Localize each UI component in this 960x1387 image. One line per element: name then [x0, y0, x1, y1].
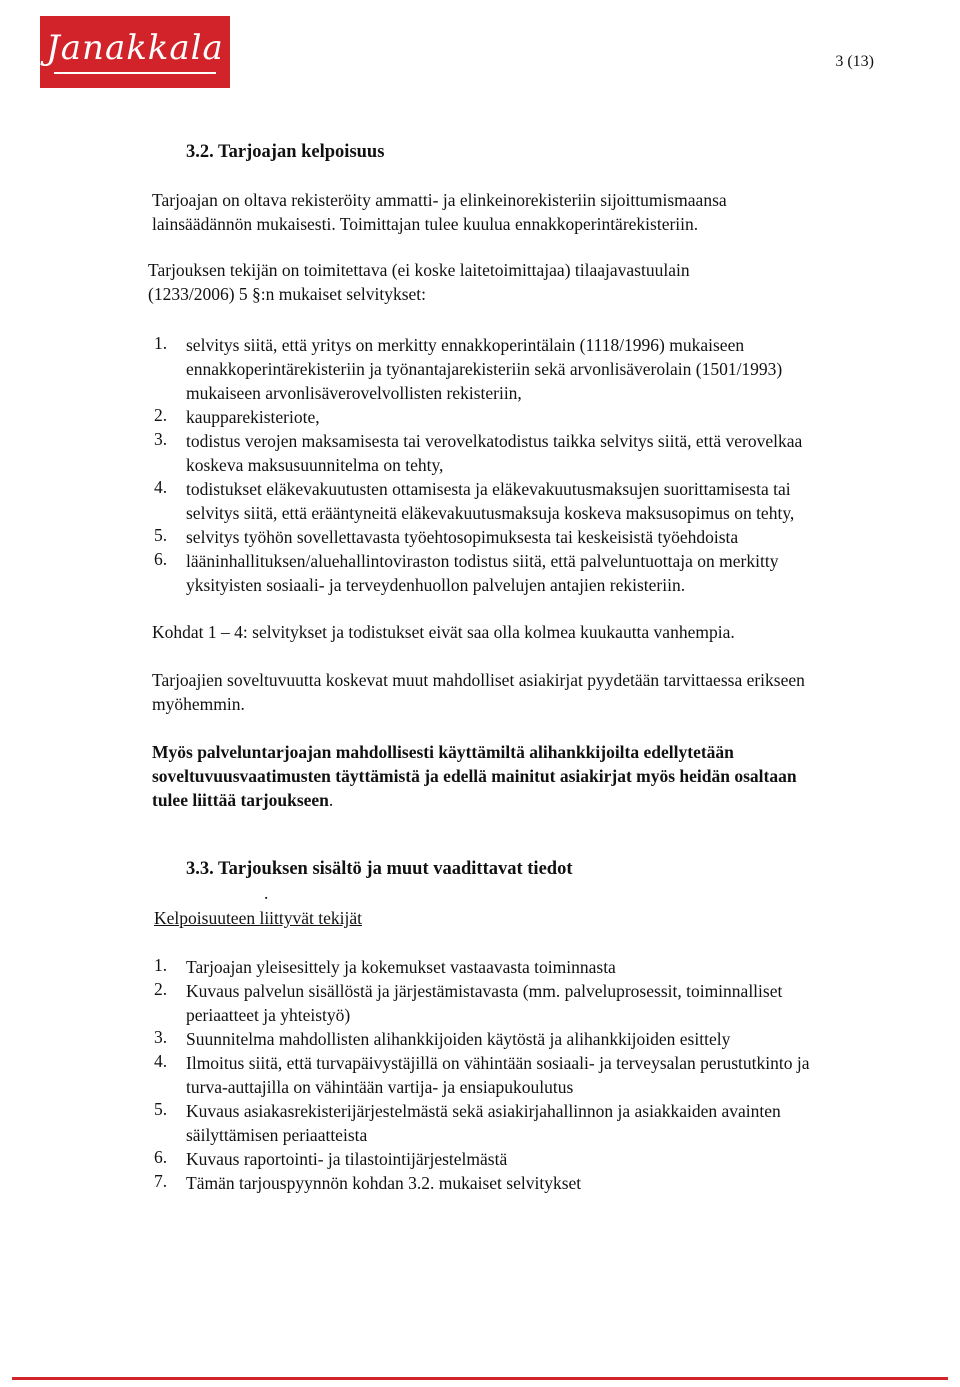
- list-item-line: Ilmoitus siitä, että turvapäivystäjillä on vähintään sosiaali- ja terveysalan perustutkinto ja: [186, 1053, 810, 1073]
- list-item: [186, 405, 320, 429]
- logo-underline: [54, 72, 216, 74]
- list-item-line: Suunnitelma mahdollisten alihankkijoiden käytöstä ja alihankkijoiden esittely: [186, 1029, 731, 1049]
- list-number: 2.: [154, 405, 168, 425]
- footer-divider: [12, 1377, 948, 1380]
- list-item: [186, 955, 616, 979]
- paragraph-line: [152, 788, 797, 812]
- paragraph-registration: [152, 188, 727, 236]
- list-number: 2.: [154, 979, 168, 999]
- list-item-line: koskeva maksusuunnitelma on tehty,: [186, 455, 444, 475]
- list-number: 1.: [154, 333, 168, 353]
- list-number: 3.: [154, 1027, 168, 1047]
- list-item-line: lääninhallituksen/aluehallintoviraston todistus siitä, että palveluntuottaja on merkitty: [186, 551, 779, 571]
- paragraph-line: (1233/2006) 5 §:n mukaiset selvitykset:: [148, 284, 427, 304]
- list-item-line: kaupparekisteriote,: [186, 407, 320, 427]
- list-item: [186, 1051, 810, 1099]
- list-item-line: selvitys siitä, että yritys on merkitty ennakkoperintälain (1118/1996) mukaiseen: [186, 335, 745, 355]
- list-number: 5.: [154, 1099, 168, 1119]
- period: .: [328, 790, 334, 810]
- list-item-line: todistukset eläkevakuutusten ottamisesta ja eläkevakuutusmaksujen suorittamisesta tai: [186, 479, 791, 499]
- list-item: [186, 477, 794, 525]
- paragraph-requirements-intro: [148, 258, 690, 306]
- list-item-line: todistus verojen maksamisesta tai verovelkatodistus taikka selvitys siitä, että verovelkaa: [186, 431, 803, 451]
- list-item-line: selvitys siitä, että erääntyneitä eläkevakuutusmaksuja koskeva maksusopimus on tehty,: [186, 503, 795, 523]
- section-heading-3-2: 3.2. Tarjoajan kelpoisuus: [186, 142, 385, 162]
- list-item: [186, 333, 782, 405]
- logo-text: Janakkala: [46, 28, 224, 68]
- paragraph-subcontractor-requirement: [152, 740, 797, 812]
- paragraph-suitability: [152, 668, 805, 716]
- list-number: 3.: [154, 429, 168, 449]
- list-number: 7.: [154, 1171, 168, 1191]
- list-number: 5.: [154, 525, 168, 545]
- list-item: [186, 549, 778, 597]
- list-item-line: periaatteet ja yhteistyö): [186, 1005, 351, 1025]
- paragraph-line: lainsäädännön mukaisesti. Toimittajan tulee kuulua ennakkoperintärekisteriin.: [152, 214, 699, 234]
- page-number: 3 (13): [835, 53, 874, 70]
- list-item: [186, 1099, 781, 1147]
- paragraph-line: Tarjoajien soveltuvuutta koskevat muut mahdolliset asiakirjat pyydetään tarvittaessa erikseen: [152, 670, 805, 690]
- list-item-line: ennakkoperintärekisteriin ja työnantajarekisteriin sekä arvonlisäverolain (1501/1993): [186, 359, 783, 379]
- section-heading-3-3: 3.3. Tarjouksen sisältö ja muut vaadittavat tiedot: [186, 859, 573, 879]
- list-item-line: selvitys työhön sovellettavasta työehtosopimuksesta tai keskeisistä työehdoista: [186, 527, 739, 547]
- list-item-line: Kuvaus raportointi- ja tilastointijärjestelmästä: [186, 1149, 508, 1169]
- list-item-line: turva-auttajilla on vähintään vartija- ja ensiapukoulutus: [186, 1077, 574, 1097]
- list-item: [186, 1171, 581, 1195]
- janakkala-logo: [40, 16, 230, 88]
- list-item-line: Tarjoajan yleisesittely ja kokemukset vastaavasta toiminnasta: [186, 957, 616, 977]
- bold-text: tulee liittää tarjoukseen: [152, 790, 329, 810]
- list-item-line: Tämän tarjouspyynnön kohdan 3.2. mukaiset selvitykset: [186, 1173, 582, 1193]
- subheading-eligibility: Kelpoisuuteen liittyvät tekijät: [154, 908, 363, 928]
- stray-dot: .: [264, 883, 269, 903]
- paragraph-line: Tarjoajan on oltava rekisteröity ammatti- ja elinkeinorekisteriin sijoittumismaansa: [152, 190, 727, 210]
- list-item: [186, 1147, 507, 1171]
- list-item-line: Kuvaus palvelun sisällöstä ja järjestämistavasta (mm. palveluprosessit, toiminnalliset: [186, 981, 783, 1001]
- list-number: 6.: [154, 1147, 168, 1167]
- paragraph-validity-note: Kohdat 1 – 4: selvitykset ja todistukset eivät saa olla kolmea kuukautta vanhempia.: [152, 622, 735, 642]
- paragraph-line: myöhemmin.: [152, 694, 245, 714]
- list-number: 1.: [154, 955, 168, 975]
- list-item: [186, 1027, 730, 1051]
- paragraph-line: Tarjouksen tekijän on toimitettava (ei koske laitetoimittajaa) tilaajavastuulain: [148, 260, 690, 280]
- list-item-line: säilyttämisen periaatteista: [186, 1125, 368, 1145]
- list-item: [186, 979, 782, 1027]
- list-number: 6.: [154, 549, 168, 569]
- list-item-line: mukaiseen arvonlisäverovelvollisten rekisteriin,: [186, 383, 522, 403]
- paragraph-line: soveltuvuusvaatimusten täyttämistä ja edellä mainitut asiakirjat myös heidän osaltaan: [152, 766, 797, 786]
- list-item-line: Kuvaus asiakasrekisterijärjestelmästä sekä asiakirjahallinnon ja asiakkaiden avainten: [186, 1101, 781, 1121]
- paragraph-line: Myös palveluntarjoajan mahdollisesti käyttämiltä alihankkijoilta edellytetään: [152, 742, 734, 762]
- list-item: [186, 429, 802, 477]
- list-item-line: yksityisten sosiaali- ja terveydenhuollon palvelujen antajien rekisteriin.: [186, 575, 686, 595]
- list-number: 4.: [154, 1051, 168, 1071]
- list-item: [186, 525, 738, 549]
- list-number: 4.: [154, 477, 168, 497]
